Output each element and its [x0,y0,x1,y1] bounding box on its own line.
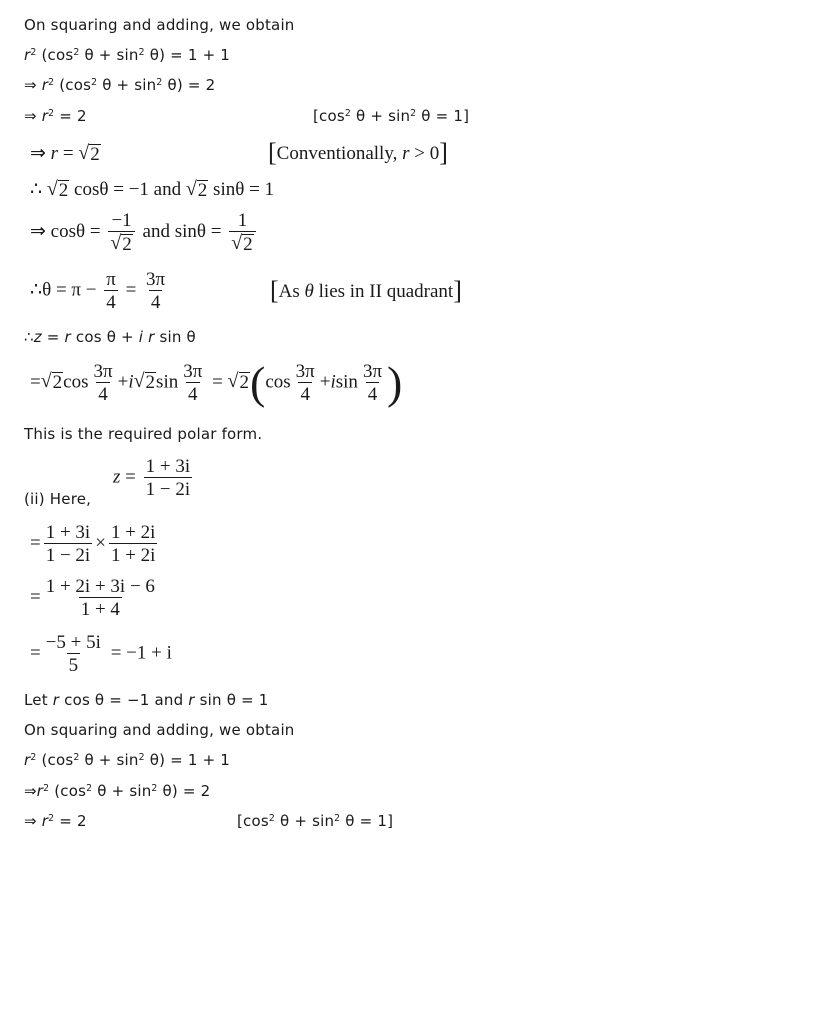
square-root [231,234,253,255]
numerator: 3π [295,360,315,382]
denominator: 4 [367,384,378,405]
equation-expanded [30,576,160,621]
exponent: 2 [138,751,145,763]
expr-part: θ) = 1 + 1 [144,46,231,64]
expr-part: cosθ = [50,220,106,242]
equals-sign: = [30,642,41,664]
convention-note [268,140,448,166]
equation-simplified [30,632,172,677]
numerator: 1 [237,210,248,231]
note-part: θ = 1] [340,812,394,830]
exponent: 2 [156,76,163,88]
therefore-symbol: ∴ [30,279,43,301]
plus-sign: + [117,371,129,393]
expr-part: θ = π − [42,279,102,301]
exponent: 2 [48,107,55,119]
implies-symbol: ⇒ [24,107,42,125]
var-r: r [64,328,71,346]
var-r: r [50,143,59,164]
square-root [78,144,100,165]
therefore-symbol: ∴ [24,328,34,346]
numerator: 3π [146,269,166,290]
square-root [134,372,156,393]
equation-cos-sin-values [30,210,259,255]
numerator: −5 + 5i [45,632,101,653]
radical-sign-icon: √ [227,370,239,393]
intro-text-label: On squaring and adding, we obtain [24,721,295,739]
right-bracket-icon: ] [453,276,462,305]
numerator: 1 + 3i [145,456,191,477]
expr-part: θ + sin [92,782,152,800]
radicand: 2 [145,372,156,394]
numerator: 3π [362,360,383,382]
note-text: As [278,281,305,302]
radical-sign-icon: √ [46,178,58,200]
expr-part: θ + sin [79,46,139,64]
equation-r-squared [24,107,87,125]
fraction [44,522,93,567]
intro-text-2 [24,721,295,739]
exponent: 2 [48,812,55,824]
radical-sign-icon: √ [185,178,197,200]
left-paren-icon: ( [250,357,266,408]
equation-r-squared-2 [24,812,87,830]
expr-part: cosθ = −1 and [74,179,186,200]
square-root [41,372,63,393]
fraction [181,361,204,406]
fraction [361,361,384,406]
var-z: z [113,466,121,488]
expr-part: = 2 [54,107,87,125]
numerator: 1 + 2i + 3i − 6 [45,576,155,597]
equals-sign: = [207,371,228,393]
exponent: 2 [151,782,158,794]
sin-label: sin [156,371,179,393]
denominator: 4 [300,384,310,405]
part-ii-label [24,490,91,508]
square-root [110,234,132,255]
equation-sum-squares-2 [24,751,230,769]
numerator: 3π [93,360,113,382]
equation-theta [30,269,170,314]
fraction [44,632,103,677]
radical-sign-icon: √ [110,232,122,255]
square-root [228,372,250,393]
expr-part: θ) = 1 + 1 [144,751,231,769]
expr-part: θ + sin [79,751,139,769]
expr-part: = −1 + i [105,642,172,664]
square-root [186,180,208,201]
denominator: 4 [98,384,108,405]
equation-equals-two-2 [24,782,210,800]
denominator: 5 [68,655,79,677]
polar-form-conclusion [24,425,262,443]
exponent: 2 [268,812,276,824]
radicand: 2 [52,372,63,394]
var-r: r [188,691,195,709]
equals-sign: = [30,586,41,608]
note-part: θ + sin [275,812,335,830]
equation-equals-two [24,76,215,94]
note-part: [cos [237,812,269,830]
radicand: 2 [58,180,69,201]
implies-symbol: ⇒ [30,220,46,242]
right-bracket-icon: ] [439,138,448,167]
exponent: 2 [73,46,80,58]
note-text: Conventionally, [276,143,403,164]
implies-symbol: ⇒ [24,782,37,800]
fraction [144,269,167,314]
note-part: θ = 1] [416,107,470,125]
numerator: 1 + 3i [45,522,91,543]
exponent: 2 [30,46,37,58]
equation-z-given [113,456,195,501]
right-paren-icon: ) [387,357,403,408]
intro-text-label: On squaring and adding, we obtain [24,16,295,34]
radicand: 2 [90,144,100,165]
exponent: 2 [334,812,341,824]
equals-sign: = [30,371,41,393]
note-text: lies in II quadrant [313,281,454,302]
equation-components [30,178,274,201]
implies-symbol: ⇒ [24,812,42,830]
exponent: 2 [91,76,98,88]
therefore-symbol: ∴ [30,179,43,200]
denominator: 1 + 4 [80,599,120,621]
denominator [229,231,255,255]
denominator [108,231,134,255]
numerator: 3π [183,360,203,382]
note-text: > 0 [409,143,440,164]
numerator: π [106,269,116,290]
plus-sign: + [319,371,331,393]
denominator: 4 [106,292,116,314]
note-theta: θ [304,281,314,302]
conclusion-text: This is the required polar form. [24,425,263,443]
exponent: 2 [48,76,55,88]
quadrant-note [270,278,462,304]
expr-part: sinθ = 1 [213,179,275,200]
fraction [109,522,158,567]
part-label: (ii) Here, [24,490,92,508]
times-sign: × [95,532,106,554]
fraction [144,456,193,501]
radicand: 2 [243,234,253,256]
var-r: r [41,107,49,125]
implies-symbol: ⇒ [30,143,46,164]
var-r: r [41,76,49,94]
implies-symbol: ⇒ [24,76,42,94]
note-part: θ + sin [351,107,411,125]
exponent: 2 [344,107,352,119]
cos-label: cos [265,371,291,393]
denominator: 1 + 2i [110,545,156,567]
var-r: r [402,143,410,164]
fraction [229,210,255,255]
square-root [47,180,69,201]
var-r: r [24,46,31,64]
expr-part: sin θ [154,328,196,346]
expr-part: cos θ = −1 and [59,691,189,709]
radicand: 2 [122,234,132,256]
exponent: 2 [138,46,145,58]
var-r: r [143,328,155,346]
expr-part: = [41,328,65,346]
equals-sign: = [58,143,79,164]
denominator: 1 − 2i [145,479,191,501]
equation-sum-squares [24,46,230,64]
var-i: i [128,371,134,393]
radical-sign-icon: √ [40,370,52,393]
fraction [294,361,317,406]
identity-note [313,107,469,125]
var-i: i [330,371,336,393]
equation-r-root-two [30,142,101,165]
identity-note-2 [237,812,393,830]
radical-sign-icon: √ [78,142,90,164]
equation-conjugate-multiply [30,522,160,567]
denominator: 1 − 2i [45,545,91,567]
var-z: z [33,328,42,346]
numerator: −1 [111,210,132,231]
equals-sign: = [30,532,41,554]
equation-polar-form [30,357,403,408]
exponent: 2 [73,751,80,763]
expr-part: (cos [36,46,74,64]
exponent: 2 [43,782,50,794]
left-bracket-icon: [ [270,276,279,305]
cos-label: cos [63,371,89,393]
expr-part: Let [24,691,53,709]
equation-polar-def [24,328,196,346]
intro-text [24,16,295,34]
expr-part: θ) = 2 [157,782,211,800]
radical-sign-icon: √ [231,232,243,255]
exponent: 2 [86,782,93,794]
exponent: 2 [410,107,417,119]
left-bracket-icon: [ [268,138,277,167]
fraction [92,361,115,406]
radical-sign-icon: √ [133,370,145,393]
fraction [108,210,134,255]
equals-sign: = [120,466,141,488]
expr-part: and sinθ = [137,220,227,242]
fraction [104,269,118,314]
note-part: [cos [313,107,345,125]
expr-part: cos θ + [70,328,139,346]
expr-part: = [120,279,142,301]
expr-part: (cos [36,751,74,769]
expr-part: (cos [49,782,87,800]
denominator: 4 [188,384,198,405]
var-r: r [36,782,44,800]
expr-part: θ) = 2 [162,76,216,94]
expr-part: = 2 [54,812,87,830]
expr-part: (cos [54,76,92,94]
expr-part: θ + sin [97,76,157,94]
radicand: 2 [239,372,249,394]
expr-part: sin θ = 1 [194,691,269,709]
var-r: r [41,812,49,830]
exponent: 2 [30,751,37,763]
let-statement [24,691,269,709]
var-r: r [52,691,60,709]
var-i: i [138,328,144,346]
fraction [44,576,157,621]
radicand: 2 [197,180,208,201]
sin-label: sin [335,371,358,393]
numerator: 1 + 2i [110,522,156,543]
denominator: 4 [150,292,161,314]
var-r: r [24,751,31,769]
